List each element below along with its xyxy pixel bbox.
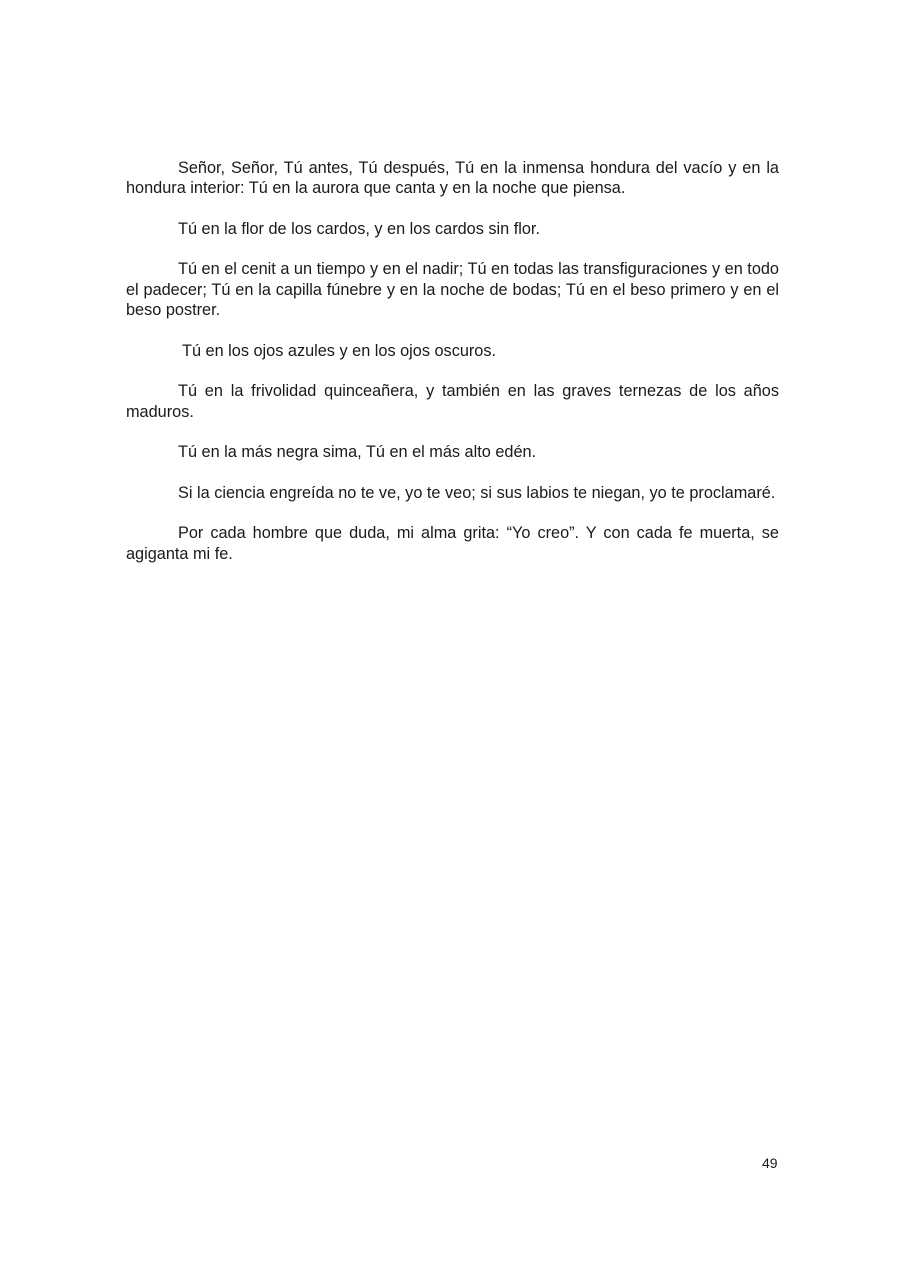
- body-text: [126, 158, 779, 584]
- paragraph: Tú en el cenit a un tiempo y en el nadir; Tú en todas las transfiguraciones y en todo el padecer; Tú en la capilla fúnebre y en la noche de bodas; Tú en el beso primero y en el beso postrer.: [126, 260, 779, 320]
- paragraph: Por cada hombre que duda, mi alma grita: “Yo creo”. Y con cada fe muerta, se agiganta mi fe.: [126, 524, 779, 563]
- paragraph: Si la ciencia engreída no te ve, yo te veo; si sus labios te niegan, yo te proclamaré.: [178, 483, 776, 502]
- paragraph: Tú en los ojos azules y en los ojos oscuros.: [182, 341, 497, 360]
- paragraph: Tú en la más negra sima, Tú en el más alto edén.: [178, 443, 537, 462]
- page-number: 49: [762, 1155, 778, 1171]
- paragraph: Tú en la frivolidad quinceañera, y también en las graves ternezas de los años maduros.: [126, 382, 779, 421]
- paragraph: Tú en la flor de los cardos, y en los cardos sin flor.: [178, 219, 540, 238]
- paragraph: Señor, Señor, Tú antes, Tú después, Tú en la inmensa hondura del vacío y en la hondura interior: Tú en la aurora que canta y en la noche que piensa.: [126, 159, 779, 198]
